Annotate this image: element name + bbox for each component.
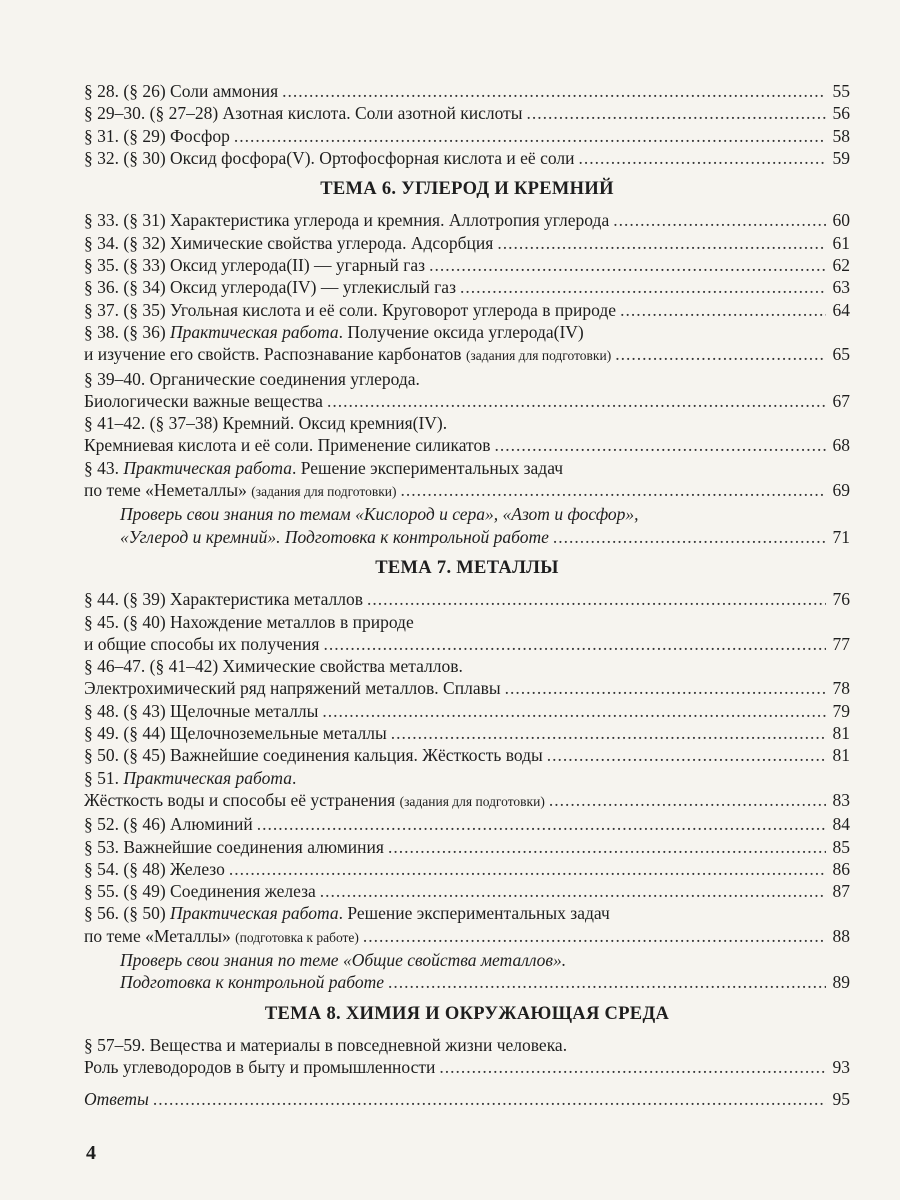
toc-line <box>84 902 850 924</box>
entry-text: § 35. (§ 33) Оксид углерода(II) — угарный газ <box>84 255 426 276</box>
entry-note: (задания для подготовки) <box>251 484 397 500</box>
toc-entry <box>84 949 850 994</box>
entry-title <box>84 902 610 924</box>
toc-entry <box>84 1034 850 1079</box>
entry-page-number: 65 <box>832 344 850 365</box>
toc-line <box>84 299 850 321</box>
entry-page-number: 69 <box>832 480 850 501</box>
toc-line <box>84 1088 850 1110</box>
entry-title <box>84 1056 435 1078</box>
entry-title <box>84 299 616 321</box>
toc-entry <box>84 611 850 656</box>
entry-title <box>84 700 318 722</box>
entry-text: § 33. (§ 31) Характеристика углерода и кремния. Аллотропия углерода <box>84 210 610 231</box>
entry-title <box>84 457 563 479</box>
entry-italic-text: Практическая работа <box>123 767 292 788</box>
entry-text: по теме «Металлы» <box>84 925 236 946</box>
entry-page-number: 55 <box>832 81 850 101</box>
entry-title <box>84 836 384 858</box>
entry-italic-text: Практическая работа <box>170 321 339 342</box>
entry-title <box>84 813 253 835</box>
toc-line <box>84 722 850 744</box>
toc-entry <box>84 880 850 902</box>
entry-page-number: 64 <box>832 299 850 320</box>
entry-title <box>120 503 639 525</box>
entry-title <box>84 1034 567 1056</box>
toc-line <box>84 80 850 102</box>
dot-leader <box>229 858 826 880</box>
toc-entry <box>84 232 850 254</box>
entry-title <box>84 254 425 276</box>
toc-line <box>84 1056 850 1078</box>
entry-text: § 51. <box>84 767 124 788</box>
entry-title <box>84 434 490 456</box>
entry-text-continued: . Решение экспериментальных задач <box>291 457 564 478</box>
entry-page-number: 58 <box>832 125 850 146</box>
toc-line <box>84 633 850 655</box>
entry-note: (подготовка к работе) <box>235 929 359 945</box>
entry-text: по теме «Неметаллы» <box>84 480 252 501</box>
entry-page-number: 76 <box>832 589 850 610</box>
page-number: 4 <box>86 1142 96 1164</box>
entry-title <box>120 526 549 548</box>
toc-line <box>84 925 850 949</box>
toc-entry <box>84 700 850 722</box>
entry-title <box>84 858 225 880</box>
toc-line <box>84 457 850 479</box>
entry-page-number: 88 <box>832 925 850 946</box>
toc-entry <box>84 836 850 858</box>
entry-text: § 29–30. (§ 27–28) Азотная кислота. Соли азотной кислоты <box>84 103 523 124</box>
entry-italic-text: Подготовка к контрольной работе <box>120 972 385 993</box>
dot-leader <box>388 971 826 993</box>
dot-leader <box>388 836 826 858</box>
toc-line <box>84 813 850 835</box>
table-of-contents <box>84 80 850 1111</box>
toc-entry <box>84 321 850 368</box>
entry-italic-text: Ответы <box>84 1089 149 1110</box>
entry-title <box>84 232 493 254</box>
dot-leader <box>234 125 826 147</box>
entry-text-continued: . Получение оксида углерода(IV) <box>338 321 584 342</box>
entry-page-number: 68 <box>832 435 850 456</box>
entry-page-number: 84 <box>832 814 850 835</box>
entry-page-number: 63 <box>832 277 850 298</box>
entry-italic-text: Проверь свои знания по темам «Кислород и сера», «Азот и фосфор», <box>120 504 639 525</box>
entry-text: § 48. (§ 43) Щелочные металлы <box>84 700 319 721</box>
toc-line <box>84 368 850 390</box>
entry-note: (задания для подготовки) <box>399 793 545 809</box>
entry-page-number: 59 <box>832 147 850 168</box>
entry-text: Роль углеводородов в быту и промышленности <box>84 1057 436 1078</box>
entry-text: § 56. (§ 50) <box>84 903 171 924</box>
toc-line <box>84 232 850 254</box>
toc-entry <box>84 368 850 413</box>
entry-italic-text: Практическая работа <box>123 457 292 478</box>
dot-leader <box>257 813 826 835</box>
entry-note: (задания для подготовки) <box>465 348 612 364</box>
dot-leader <box>401 479 826 501</box>
entry-title <box>84 722 387 744</box>
toc-entry <box>84 813 850 835</box>
entry-text: § 45. (§ 40) Нахождение металлов в природе <box>84 611 414 632</box>
toc-entry <box>84 767 850 814</box>
dot-leader <box>429 254 826 276</box>
dot-leader <box>367 588 826 610</box>
dot-leader <box>282 80 826 102</box>
entry-italic-text: Проверь свои знания по теме «Общие свойства металлов». <box>120 949 567 970</box>
toc-entry <box>84 412 850 457</box>
toc-entry <box>84 588 850 610</box>
entry-title <box>84 321 584 343</box>
toc-line <box>84 789 850 813</box>
toc-entry <box>84 1088 850 1110</box>
toc-line <box>84 700 850 722</box>
entry-text: § 36. (§ 34) Оксид углерода(IV) — углекислый газ <box>84 277 456 298</box>
entry-page-number: 81 <box>832 723 850 744</box>
entry-title <box>84 209 609 231</box>
toc-entry <box>84 125 850 147</box>
entry-text: § 34. (§ 32) Химические свойства углерода. Адсорбция <box>84 232 494 253</box>
entry-text: Жёсткость воды и способы её устранения <box>84 789 400 810</box>
entry-page-number: 60 <box>832 210 850 231</box>
entry-text: § 53. Важнейшие соединения алюминия <box>84 836 384 857</box>
entry-page-number: 71 <box>832 526 850 547</box>
toc-entry <box>84 503 850 548</box>
entry-title <box>84 925 359 949</box>
toc-line <box>84 479 850 503</box>
toc-line <box>84 125 850 147</box>
toc-entry <box>84 276 850 298</box>
entry-italic-text: «Углерод и кремний». Подготовка к контрольной работе <box>120 526 549 547</box>
entry-title <box>84 633 319 655</box>
toc-line <box>84 858 850 880</box>
dot-leader <box>615 343 826 365</box>
dot-leader <box>327 390 826 412</box>
dot-leader <box>494 434 826 456</box>
entry-title <box>84 343 611 367</box>
entry-title <box>84 611 414 633</box>
entry-text: § 43. <box>84 457 124 478</box>
entry-page-number: 83 <box>832 789 850 810</box>
entry-page-number: 86 <box>832 858 850 879</box>
entry-text: и общие способы их получения <box>84 633 320 654</box>
toc-line <box>84 880 850 902</box>
toc-line <box>84 390 850 412</box>
toc-line <box>84 102 850 124</box>
entry-text: и изучение его свойств. Распознавание карбонатов <box>84 344 466 365</box>
entry-text: § 54. (§ 48) Железо <box>84 858 225 879</box>
toc-entry <box>84 858 850 880</box>
toc-entry <box>84 299 850 321</box>
entry-title <box>84 744 543 766</box>
entry-text: § 31. (§ 29) Фосфор <box>84 125 230 146</box>
entry-title <box>84 368 420 390</box>
toc-line <box>84 503 850 525</box>
entry-text-continued: . <box>291 767 297 788</box>
entry-page-number: 89 <box>832 972 850 993</box>
toc-line <box>84 209 850 231</box>
entry-text: § 37. (§ 35) Угольная кислота и её соли. Круговорот углерода в природе <box>84 299 617 320</box>
toc-entry <box>84 254 850 276</box>
entry-title <box>84 102 523 124</box>
toc-line <box>84 412 850 434</box>
dot-leader <box>391 722 826 744</box>
toc-entry <box>84 147 850 169</box>
entry-text: Биологически важные вещества <box>84 390 323 411</box>
entry-text: § 32. (§ 30) Оксид фосфора(V). Ортофосфорная кислота и её соли <box>84 147 575 168</box>
toc-line <box>84 677 850 699</box>
dot-leader <box>578 147 826 169</box>
dot-leader <box>320 880 826 902</box>
dot-leader <box>497 232 826 254</box>
entry-page-number: 77 <box>832 633 850 654</box>
section-heading: ТЕМА 6. УГЛЕРОД И КРЕМНИЙ <box>320 179 614 200</box>
entry-text: § 28. (§ 26) Соли аммония <box>84 81 279 101</box>
toc-entry <box>84 744 850 766</box>
toc-line <box>84 254 850 276</box>
entry-page-number: 62 <box>832 255 850 276</box>
toc-entry <box>84 902 850 949</box>
entry-page-number: 78 <box>832 678 850 699</box>
dot-leader <box>505 677 826 699</box>
dot-leader <box>549 789 826 811</box>
entry-text: § 44. (§ 39) Характеристика металлов <box>84 589 364 610</box>
entry-text: § 50. (§ 45) Важнейшие соединения кальция. Жёсткость воды <box>84 745 543 766</box>
entry-text: § 55. (§ 49) Соединения железа <box>84 881 316 902</box>
entry-page-number: 85 <box>832 836 850 857</box>
toc-line <box>84 767 850 789</box>
dot-leader <box>460 276 826 298</box>
toc-line <box>84 526 850 548</box>
entry-text: § 46–47. (§ 41–42) Химические свойства металлов. <box>84 656 463 677</box>
dot-leader <box>613 209 826 231</box>
entry-page-number: 61 <box>832 232 850 253</box>
dot-leader <box>323 633 826 655</box>
toc-line <box>84 276 850 298</box>
entry-title <box>84 655 463 677</box>
spacer <box>84 1078 850 1088</box>
entry-title <box>120 949 566 971</box>
toc-entry <box>84 722 850 744</box>
entry-page-number: 79 <box>832 700 850 721</box>
entry-text: § 49. (§ 44) Щелочноземельные металлы <box>84 723 387 744</box>
toc-line <box>84 321 850 343</box>
entry-text: Кремниевая кислота и её соли. Применение силикатов <box>84 435 491 456</box>
entry-text-continued: . Решение экспериментальных задач <box>338 903 610 924</box>
section-heading: ТЕМА 7. МЕТАЛЛЫ <box>375 557 559 578</box>
toc-line <box>84 434 850 456</box>
toc-entry <box>84 457 850 504</box>
entry-text: Электрохимический ряд напряжений металлов. Сплавы <box>84 678 501 699</box>
entry-text: § 39–40. Органические соединения углерода. <box>84 368 420 389</box>
toc-line <box>84 1034 850 1056</box>
dot-leader <box>527 102 826 124</box>
entry-text: § 57–59. Вещества и материалы в повседневной жизни человека. <box>84 1034 568 1055</box>
dot-leader <box>439 1056 826 1078</box>
toc-line <box>84 655 850 677</box>
entry-text: § 38. (§ 36) <box>84 321 171 342</box>
toc-line <box>84 836 850 858</box>
entry-title <box>84 767 296 789</box>
entry-title <box>84 677 501 699</box>
entry-title <box>84 479 397 503</box>
entry-text: § 52. (§ 46) Алюминий <box>84 814 253 835</box>
dot-leader <box>553 526 826 548</box>
toc-entry <box>84 209 850 231</box>
toc-entry <box>84 80 850 102</box>
entry-title <box>84 412 447 434</box>
toc-line <box>84 971 850 993</box>
entry-text: § 41–42. (§ 37–38) Кремний. Оксид кремния(IV). <box>84 413 448 434</box>
toc-entry <box>84 655 850 700</box>
entry-title <box>84 390 323 412</box>
toc-line <box>84 343 850 367</box>
toc-line <box>84 744 850 766</box>
entry-title <box>84 80 278 102</box>
entry-page-number: 56 <box>832 103 850 124</box>
dot-leader <box>363 925 826 947</box>
entry-page-number: 93 <box>832 1057 850 1078</box>
dot-leader <box>322 700 826 722</box>
entry-title <box>84 147 574 169</box>
entry-page-number: 87 <box>832 881 850 902</box>
entry-title <box>84 276 456 298</box>
entry-title <box>84 125 230 147</box>
entry-page-number: 81 <box>832 745 850 766</box>
dot-leader <box>620 299 826 321</box>
entry-title <box>120 971 384 993</box>
entry-page-number: 95 <box>832 1089 850 1110</box>
entry-page-number: 67 <box>832 390 850 411</box>
entry-title <box>84 789 545 813</box>
entry-title <box>84 588 363 610</box>
section-heading: ТЕМА 8. ХИМИЯ И ОКРУЖАЮЩАЯ СРЕДА <box>264 1003 670 1024</box>
toc-line <box>84 147 850 169</box>
entry-title <box>84 1088 149 1110</box>
dot-leader <box>547 744 826 766</box>
toc-line <box>84 611 850 633</box>
toc-entry <box>84 102 850 124</box>
entry-italic-text: Практическая работа <box>170 903 339 924</box>
toc-line <box>84 949 850 971</box>
entry-title <box>84 880 316 902</box>
toc-line <box>84 588 850 610</box>
dot-leader <box>153 1088 826 1110</box>
